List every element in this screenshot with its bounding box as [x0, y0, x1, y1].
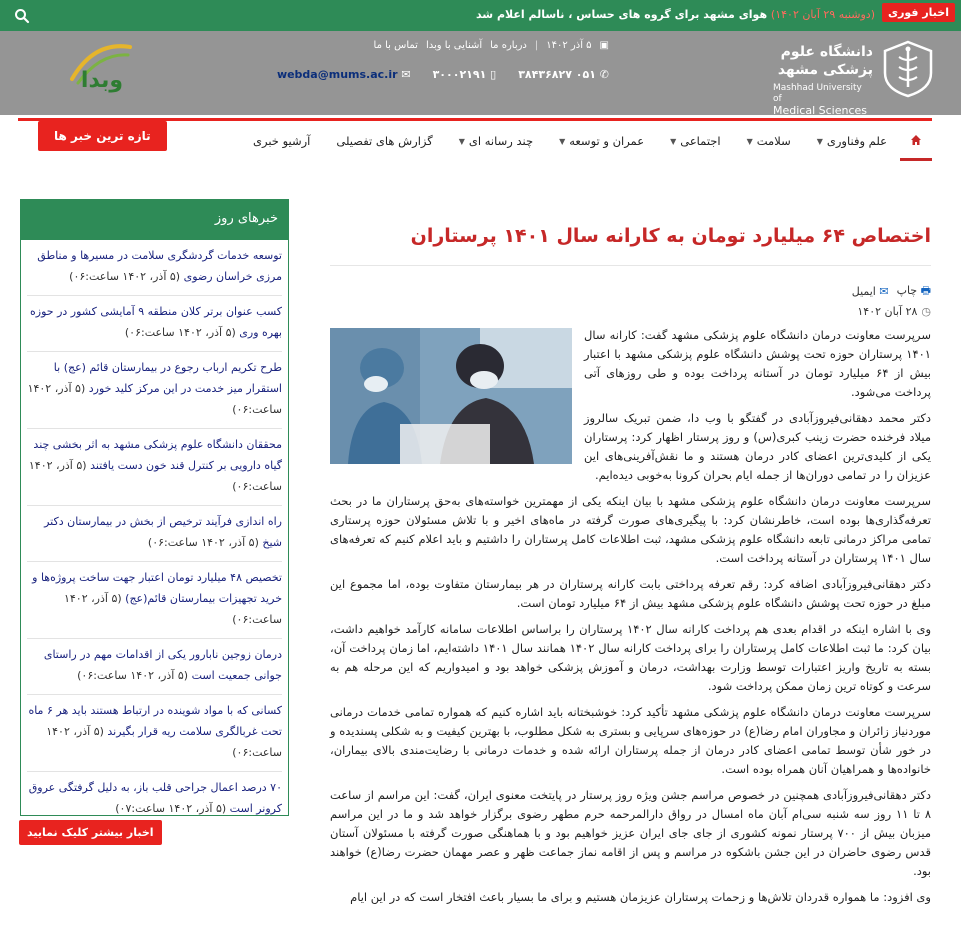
- chevron-down-icon: ▼: [670, 136, 677, 146]
- news-item-date: (۵ آذر، ۱۴۰۲ ساعت:۰۷): [115, 802, 227, 815]
- sidebar-news-item[interactable]: [27, 352, 282, 429]
- nav-item-label: چند رسانه ای: [468, 134, 534, 148]
- news-item-title[interactable]: راه اندازی فرآیند ترخیص از بخش در بیمارستان دکتر شیخ: [44, 515, 282, 549]
- article: [330, 199, 931, 914]
- nav-item-science[interactable]: [804, 121, 900, 161]
- print-label: چاپ: [896, 284, 918, 297]
- nav-item-label: گزارش های تفصیلی: [336, 134, 433, 148]
- sidebar-news-item[interactable]: [27, 296, 282, 352]
- email-contact: [277, 68, 411, 81]
- home-icon: [910, 134, 922, 146]
- sidebar-news-item[interactable]: [27, 562, 282, 639]
- nav-item-label: سلامت: [756, 134, 791, 148]
- chevron-down-icon: ▼: [746, 136, 753, 146]
- article-date-text: ۲۸ آبان ۱۴۰۲: [857, 305, 918, 318]
- article-title: اختصاص ۶۴ میلیارد تومان به کارانه سال ۱۴۰۱ پرستاران: [330, 199, 931, 266]
- chevron-down-icon: ▼: [816, 136, 823, 146]
- sidebar-news-list: [21, 240, 288, 827]
- email-address[interactable]: webda@mums.ac.ir: [276, 68, 398, 81]
- printer-icon: 🖶: [920, 284, 931, 297]
- link-contact[interactable]: تماس با ما: [373, 40, 418, 51]
- search-icon[interactable]: [14, 8, 30, 24]
- link-webda[interactable]: آشنایی با وبدا: [425, 40, 483, 51]
- nav-home[interactable]: [900, 121, 932, 161]
- envelope-icon: ✉: [879, 285, 889, 298]
- news-item-date: (۵ آذر، ۱۴۰۲ ساعت:۰۶): [46, 725, 282, 759]
- more-news-button[interactable]: اخبار بیشتر کلیک نمایید: [19, 820, 162, 845]
- divider: |: [534, 40, 539, 51]
- phone-number: ۰۵۱ ۳۸۴۳۶۸۲۷: [518, 68, 596, 81]
- email-label: ایمیل: [851, 285, 876, 298]
- sidebar-title: خبرهای روز: [21, 200, 288, 240]
- site-header: [0, 31, 961, 115]
- nav-item-health[interactable]: [734, 121, 804, 161]
- university-name-en-line1: Mashhad University of: [773, 83, 862, 104]
- university-name-fa: دانشگاه علوم پزشکی مشهد: [777, 44, 873, 78]
- article-paragraph: سرپرست معاونت درمان دانشگاه علوم پزشکی مشهد گفت: کارانه سال ۱۴۰۱ پرستاران حوزه تحت پوشش دانشگاه علوم پزشکی مشهد با اعتبار بیش از ۶۴ میلیارد تومان در آستانه پرداخت بوده و طی روزهای آتی پرداخت می‌شود.: [584, 328, 931, 399]
- envelope-icon: ✉: [401, 68, 411, 81]
- article-paragraph: دکتر دهقانی‌فیروزآبادی اضافه کرد: رقم تعرفه پرداختی بابت کارانه پرستاران در هر بیمارستان متفاوت بوده، اما مجموع این مبلغ در حوزه تحت پوشش دانشگاه علوم پزشکی مشهد بیش از ۶۴ میلیارد تومان است.: [330, 577, 931, 610]
- nav-item-multimedia[interactable]: [446, 121, 546, 161]
- news-item-date: (۵ آذر، ۱۴۰۲ ساعت:۰۶): [28, 459, 282, 493]
- news-item-date: (۵ آذر، ۱۴۰۲ ساعت:۰۶): [77, 669, 189, 682]
- daily-news-sidebar: [20, 199, 289, 816]
- news-item-title[interactable]: ۷۰ درصد اعمال جراحی قلب باز، به دلیل گرفتگی عروق کرونر است: [28, 781, 282, 815]
- chevron-down-icon: ▼: [458, 136, 465, 146]
- email-link[interactable]: [852, 285, 889, 298]
- sidebar-news-item[interactable]: [27, 695, 282, 772]
- webda-logo-text: وبدا: [80, 68, 124, 93]
- news-item-title[interactable]: توسعه خدمات گردشگری سلامت در مسیرها و مناطق مرزی خراسان رضوی: [37, 249, 282, 283]
- article-paragraph: دکتر دهقانی‌فیروزآبادی همچنین در خصوص مراسم جشن ویژه روز پرستار در پایتخت معنوی ایران، گفت: این مراسم از ساعت ۸ تا ۱۱ روز سه شنبه سی‌ام آبان ماه امسال در رواق دارالمرحمه حرم مطهر رضوی برگزار خواهد شد و ما در این مراسم میزبان بیش از ۷۰۰ پرستار نمونه کشوری از جای جای ایران عزیز خواهیم بود و با هماهنگی صورت گرفته با مسئولان آستان قدس رضوی حاضران در این جشن باشکوه در مراسم و پس از اقامه نماز جماعت ظهر و عصر مهمان حضرت رضا(ع) خواهند بود.: [330, 788, 931, 878]
- breaking-news-item[interactable]: [476, 8, 875, 21]
- sidebar-news-item[interactable]: [27, 429, 282, 506]
- nav-item-label: اجتماعی: [680, 134, 721, 148]
- contact-info: [277, 68, 609, 81]
- chevron-down-icon: ▼: [559, 136, 566, 146]
- main-nav: [18, 118, 932, 160]
- header-date: ۵ آذر ۱۴۰۲: [546, 40, 592, 51]
- sidebar-news-item[interactable]: [27, 506, 282, 562]
- news-item-date: (۵ آذر، ۱۴۰۲ ساعت:۰۶): [63, 592, 282, 626]
- nav-item-archive[interactable]: [240, 121, 323, 161]
- university-name: [773, 43, 873, 117]
- print-link[interactable]: [897, 282, 931, 301]
- breaking-news-date: (دوشنبه ۲۹ آبان ۱۴۰۲): [770, 8, 875, 21]
- news-item-date: (۵ آذر، ۱۴۰۲ ساعت:۰۶): [147, 536, 259, 549]
- nav-item-label: علم وفناوری: [826, 134, 887, 148]
- calendar-icon: ▣: [599, 40, 609, 51]
- news-item-date: (۵ آذر، ۱۴۰۲ ساعت:۰۶): [27, 382, 282, 416]
- sidebar-news-item[interactable]: [27, 639, 282, 695]
- nav-item-reports[interactable]: [323, 121, 445, 161]
- top-links: [374, 40, 609, 51]
- article-paragraph: وی با اشاره اینکه در اقدام بعدی هم پرداخت کارانه سال ۱۴۰۲ پرستاران را براساس اطلاعات سامانه کارآمد خواهیم داشت، بیان کرد: ما ثبت اطلاعات کامل پرستاران را برای پرداخت کارانه سال ۱۴۰۲ همانند سال ۱۴۰۱ داشته‌ایم، اما زمان پرداخت آن، بسته به تاریخ واریز اعتبارات توسط وزارت بهداشت، درمان و آموزش پزشکی خواهد بود و امیدواریم که این مرحله هم به سرعت و کوتاه ترین زمان ممکن پرداخت شود.: [330, 622, 932, 693]
- breaking-news-bar: [0, 0, 961, 31]
- news-item-title[interactable]: محققان دانشگاه علوم پزشکی مشهد به اثر بخشی چند گیاه دارویی بر کنترل قند خون دست یافتند: [33, 438, 282, 472]
- article-paragraph: وی افزود: ما همواره قدردان تلاش‌ها و زحمات پرستاران عزیزمان هستیم و برای ما بسیار باعث افتخار است که در این ایام: [350, 890, 931, 904]
- sidebar-news-item[interactable]: [27, 240, 282, 296]
- sidebar-news-item[interactable]: [27, 772, 282, 827]
- news-item-title[interactable]: درمان زوجین نابارور یکی از اقدامات مهم در راستای جوانی جمعیت است: [43, 648, 282, 682]
- nav-item-social[interactable]: [657, 121, 734, 161]
- article-photo: [330, 328, 572, 464]
- sms-contact: [433, 68, 497, 81]
- clock-icon: ◷: [921, 305, 931, 318]
- news-item-title[interactable]: تخصیص ۴۸ میلیارد تومان اعتبار جهت ساخت پروژه‌ها و خرید تجهیزات بیمارستان قائم(عج): [32, 571, 282, 605]
- sms-number: ۳۰۰۰۲۱۹۱: [432, 68, 487, 81]
- link-about[interactable]: درباره ما: [490, 40, 527, 51]
- article-paragraph: سرپرست معاونت درمان دانشگاه علوم پزشکی مشهد تأکید کرد: خوشبختانه باید اشاره کنیم که همواره تمامی خدمات درمانی موردنیاز زائران و مجاوران امام رضا(ع) در حوزه‌های سرپایی و بستری به شکل مطلوب، با بهترین کیفیت و به شکلی پسندیده و در خور شأن توسط تمامی اعضای کادر درمان از جمله پرستاران ارائه شده و خدمات درمانی با رضایت‌مندی بالای بیماران، خانواده‌ها و همراهیان آنان همراه بوده است.: [330, 705, 931, 776]
- phone-icon: ✆: [599, 68, 609, 81]
- nav-item-development[interactable]: [546, 121, 657, 161]
- article-body: [330, 326, 931, 907]
- nav-item-label: عمران و توسعه: [569, 134, 645, 148]
- news-item-date: (۵ آذر، ۱۴۰۲ ساعت:۰۶): [124, 326, 236, 339]
- news-item-title[interactable]: کسانی که با مواد شوینده در ارتباط هستند باید هر ۶ ماه تحت غربالگری سلامت ریه قرار بگیرند: [28, 704, 282, 738]
- article-paragraph: دکتر محمد دهقانی‌فیروزآبادی در گفتگو با وب دا، ضمن تبریک سالروز میلاد فرخنده حضرت زینب کبری(س) و روز پرستار اظهار کرد: پرستاران یکی از کلیدی‌ترین اعضای کادر درمان هستند و ما نقش‌آفرینی‌های این عزیزان را در تمامی دوران‌ها از جمله ایام بحران کرونا به‌خوبی دیده‌ایم.: [584, 411, 931, 482]
- breaking-news-headline[interactable]: هوای مشهد برای گروه های حساس ، ناسالم اعلام شد: [475, 8, 768, 21]
- nav-item-label: آرشیو خبری: [252, 134, 311, 148]
- news-item-title[interactable]: کسب عنوان برتر کلان منطقه ۹ آمایشی کشور در حوزه بهره وری: [30, 305, 282, 339]
- article-tools: [330, 282, 931, 301]
- phone-contact: [518, 68, 609, 81]
- news-item-title[interactable]: طرح تکریم ارباب رجوع در بیمارستان قائم (عج) با استقرار میز خدمت در این مرکز کلید خورد: [53, 361, 282, 395]
- article-paragraph: سرپرست معاونت درمان دانشگاه علوم پزشکی مشهد با بیان اینکه یکی از مهمترین خواسته‌های به‌حق پرستاران ما در بحث تعرفه‌گذاری‌ها بوده است، خاطرنشان کرد: با پیگیری‌های صورت گرفته در ماه‌های اخیر و با تلاش مسئولان حوزه پرستاری تمامی مراکز درمانی تابعه دانشگاه علوم پزشکی مشهد، ثبت اطلاعات کامل پرستاران را داشتیم و باید اعلام کنیم که تعرفه‌های سال ۱۴۰۱ پرستاران در آستانه پرداخت است.: [330, 494, 931, 565]
- university-logo[interactable]: [879, 39, 937, 99]
- university-name-en-line2: Medical Sciences: [773, 104, 868, 117]
- news-item-date: (۵ آذر، ۱۴۰۲ ساعت:۰۶): [69, 270, 181, 283]
- webda-logo[interactable]: [64, 37, 136, 97]
- breaking-news-label: اخبار فوری: [882, 3, 955, 22]
- mobile-icon: ▯: [490, 68, 497, 81]
- latest-news-button[interactable]: تازه ترین خبر ها: [38, 121, 167, 151]
- article-date: [330, 305, 931, 318]
